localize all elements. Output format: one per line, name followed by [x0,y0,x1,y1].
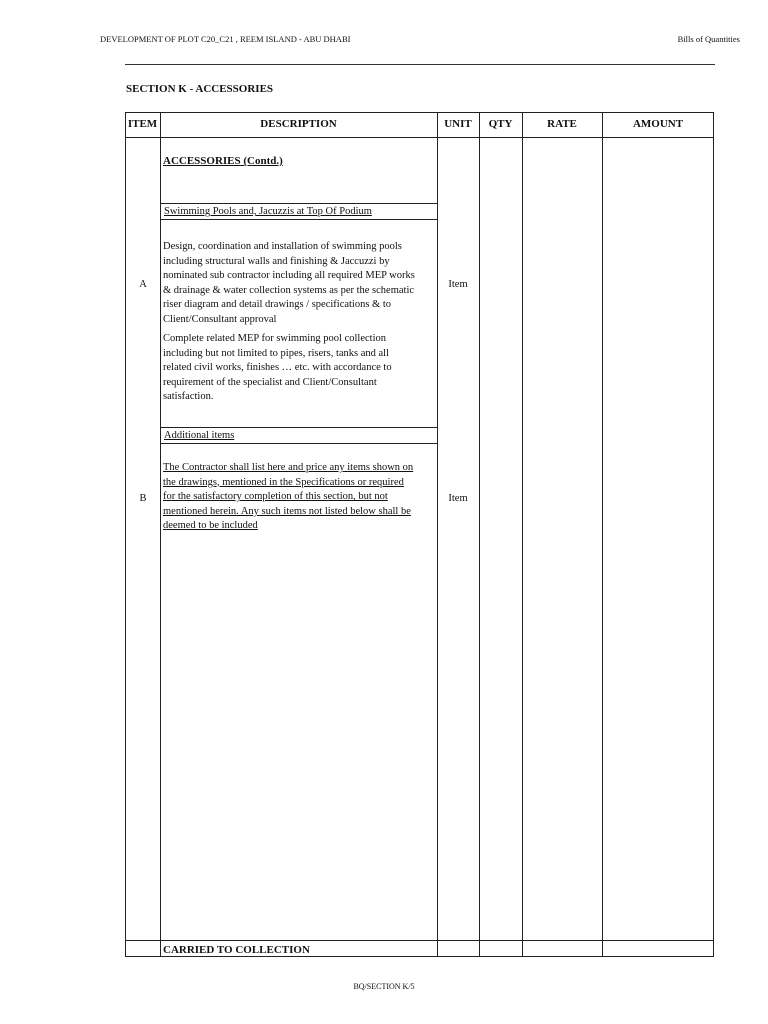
desc-line: mentioned herein. Any such items not listed below shall be [163,505,411,517]
desc-line: for the satisfactory completion of this section, but not [163,491,388,503]
desc-line: the drawings, mentioned in the Specifications or required [163,476,404,488]
unit-a: Item [448,279,468,290]
desc-line: including structural walls and finishing & Jaccuzzi by [163,255,390,267]
header-row-divider [125,137,714,138]
carried-row-divider [125,940,714,941]
desc-line: Complete related MEP for swimming pool collection [163,333,386,344]
section-heading: ACCESSORIES (Contd.) [163,155,283,167]
column-divider [437,112,438,957]
page-reference: BQ/SECTION K/5 [353,982,415,991]
column-divider [160,112,161,957]
desc-line: including but not limited to pipes, risers, tanks and all [163,347,390,359]
desc-line: related civil works, finishes … etc. with accordance to [163,362,392,374]
document-type: Bills of Quantities [677,34,740,44]
description-a-para2 [163,332,392,405]
column-divider [602,112,603,957]
desc-line: The Contractor shall list here and price any items shown on [163,462,414,473]
col-header-qty: QTY [488,118,513,130]
desc-line: nominated sub contractor including all required MEP works [163,270,415,282]
col-header-amount: AMOUNT [632,118,684,130]
col-header-item: ITEM [127,118,158,130]
section-title: SECTION K - ACCESSORIES [126,83,274,95]
desc-line: Client/Consultant approval [163,313,277,325]
unit-b: Item [448,493,468,504]
desc-line: requirement of the specialist and Client/Consultant [163,376,377,388]
column-divider [522,112,523,957]
desc-line: Design, coordination and installation of swimming pools [163,241,402,252]
project-title: DEVELOPMENT OF PLOT C20_C21 , REEM ISLAND - ABU DHABI [100,34,351,44]
group-title-text: Additional items [164,430,235,441]
group-title-swimming-pools [161,203,437,220]
carried-to-collection: CARRIED TO COLLECTION [163,944,310,956]
col-header-rate: RATE [547,118,577,130]
desc-line: deemed to be included [163,520,258,532]
desc-line: riser diagram and detail drawings / specifications & to [163,299,392,311]
col-header-description: DESCRIPTION [260,118,337,130]
group-title-text: Swimming Pools and, Jacuzzis at Top Of Podium [164,206,372,217]
description-a-para1 [163,240,415,328]
column-divider [479,112,480,957]
header-rule [125,64,715,65]
item-letter-b: B [139,493,147,504]
desc-line: & drainage & water collection systems as per the schematic [163,284,415,296]
col-header-unit: UNIT [444,118,472,130]
desc-line: satisfaction. [163,391,214,403]
group-title-additional-items [161,427,437,444]
item-letter-a: A [139,279,147,290]
boq-table [125,112,714,957]
description-b [163,461,413,534]
